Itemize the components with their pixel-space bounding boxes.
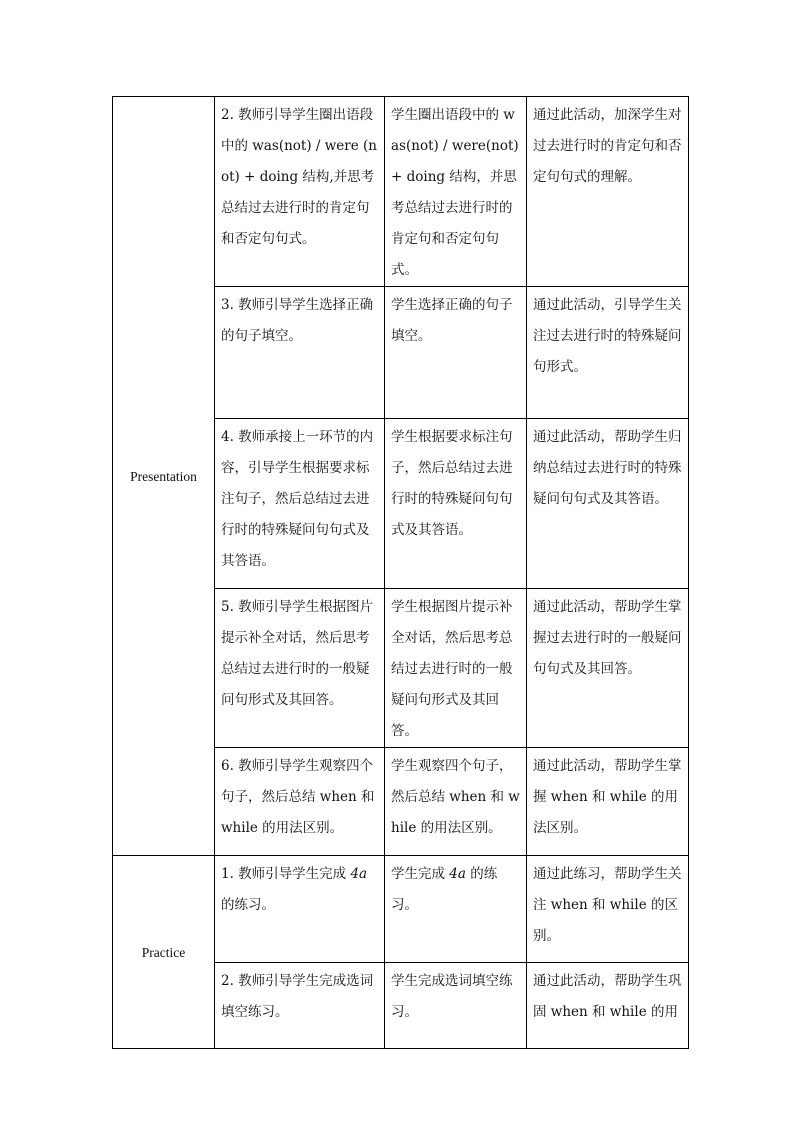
teacher-activity-cell: 5. 教师引导学生根据图片提示补全对话，然后思考总结过去进行时的一般疑问句形式及其回答。 (215, 589, 385, 748)
teacher-activity-cell: 2. 教师引导学生圈出语段中的 was(not) / were (not) + doing 结构,并思考总结过去进行时的肯定句和否定句句式。 (215, 97, 385, 287)
student-text-suffix: 的练习。 (391, 866, 498, 913)
purpose-cell: 通过此活动，帮助学生掌握过去进行时的一般疑问句句式及其回答。 (527, 589, 689, 748)
teacher-text-prefix: 1. 教师引导学生完成 (221, 866, 351, 882)
table-row (113, 97, 689, 287)
purpose-cell: 通过此练习，帮助学生关注 when 和 while 的区别。 (527, 856, 689, 963)
teacher-activity-cell: 6. 教师引导学生观察四个句子，然后总结 when 和 while 的用法区别。 (215, 748, 385, 856)
purpose-cell: 通过此活动，帮助学生归纳总结过去进行时的特殊疑问句句式及其答语。 (527, 419, 689, 589)
table-row (113, 856, 689, 963)
stage-cell-presentation: Presentation (113, 97, 215, 856)
student-activity-cell (385, 856, 527, 963)
student-activity-cell: 学生观察四个句子，然后总结 when 和 while 的用法区别。 (385, 748, 527, 856)
student-activity-cell: 学生根据要求标注句子，然后总结过去进行时的特殊疑问句句式及其答语。 (385, 419, 527, 589)
student-activity-cell: 学生根据图片提示补全对话，然后思考总结过去进行时的一般疑问句形式及其回答。 (385, 589, 527, 748)
purpose-cell: 通过此活动，引导学生关注过去进行时的特殊疑问句形式。 (527, 287, 689, 419)
student-activity-cell: 学生完成选词填空练习。 (385, 963, 527, 1049)
exercise-number: 4a (350, 866, 368, 882)
purpose-cell: 通过此活动，帮助学生掌握 when 和 while 的用法区别。 (527, 748, 689, 856)
purpose-cell: 通过此活动，加深学生对过去进行时的肯定句和否定句句式的理解。 (527, 97, 689, 287)
teacher-activity-cell: 4. 教师承接上一环节的内容，引导学生根据要求标注句子，然后总结过去进行时的特殊疑问句句式及其答语。 (215, 419, 385, 589)
teacher-activity-cell (215, 856, 385, 963)
student-text-prefix: 学生完成 (391, 866, 450, 882)
student-activity-cell: 学生圈出语段中的 was(not) / were(not) + doing 结构，并思考总结过去进行时的肯定句和否定句句式。 (385, 97, 527, 287)
lesson-plan-table (112, 96, 689, 1049)
teacher-activity-cell: 2. 教师引导学生完成选词填空练习。 (215, 963, 385, 1049)
student-activity-cell: 学生选择正确的句子填空。 (385, 287, 527, 419)
teacher-text-suffix: 的练习。 (221, 897, 275, 913)
stage-cell-practice: Practice (113, 856, 215, 1049)
purpose-cell: 通过此活动，帮助学生巩固 when 和 while 的用 (527, 963, 689, 1049)
exercise-number: 4a (449, 866, 466, 882)
teacher-activity-cell: 3. 教师引导学生选择正确的句子填空。 (215, 287, 385, 419)
